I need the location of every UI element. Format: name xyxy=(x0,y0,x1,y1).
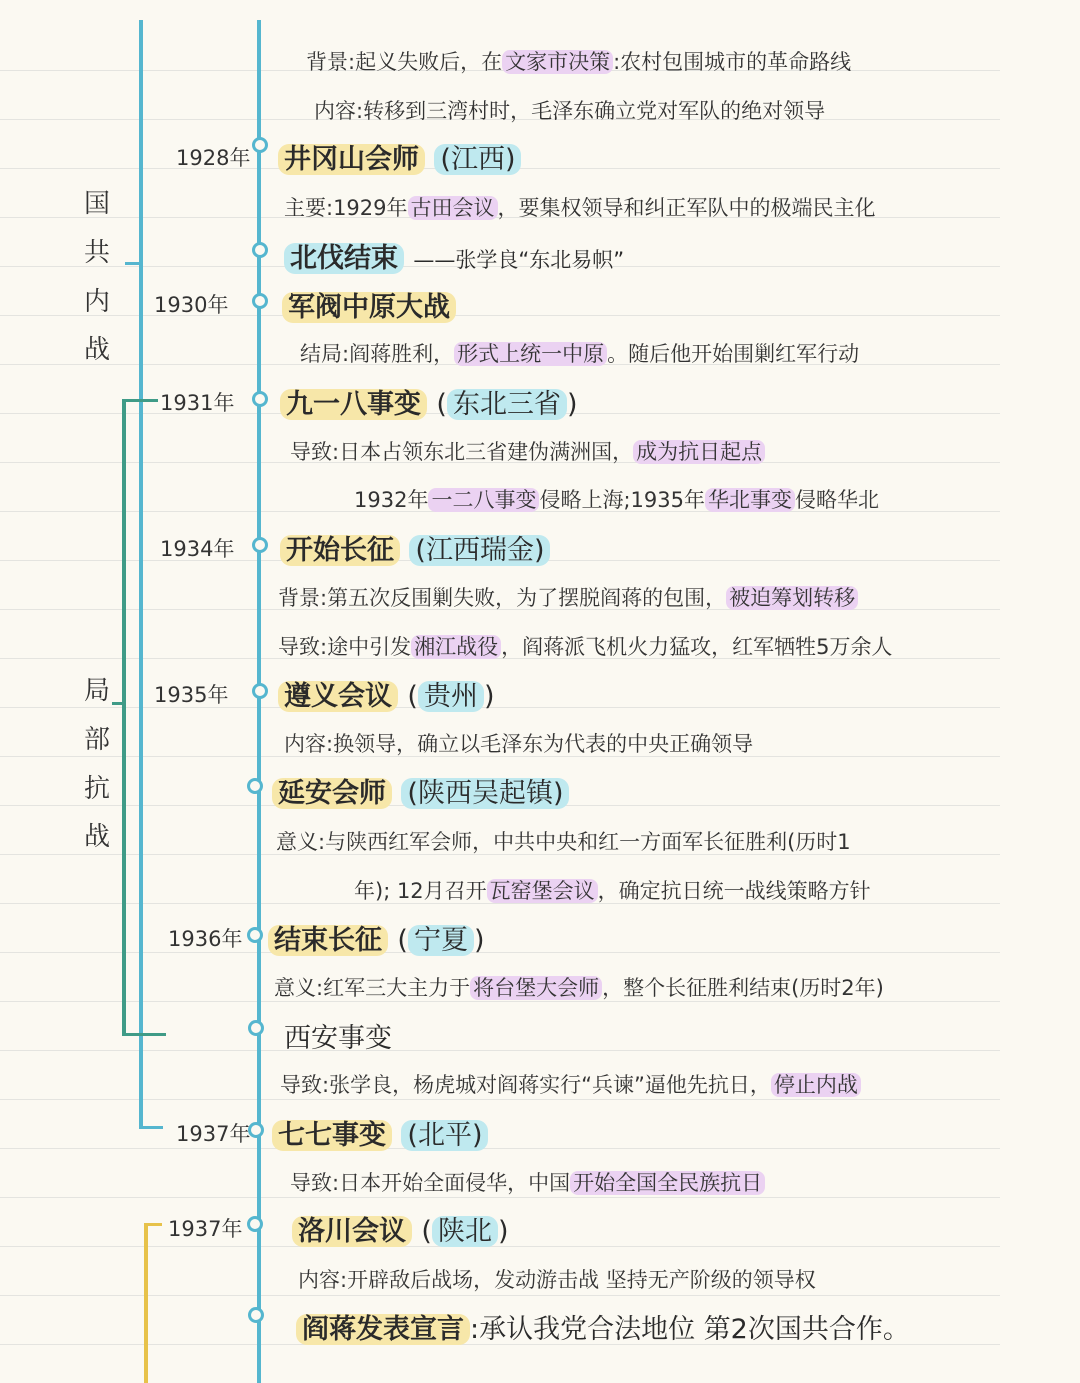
dot-xuanyan xyxy=(248,1307,264,1323)
note-highlight: 一二八事变 xyxy=(428,488,539,512)
note-text: 。随后他开始围剿红军行动 xyxy=(607,342,860,366)
era-char: 战 xyxy=(83,335,110,365)
event-paren: ( xyxy=(436,389,447,420)
note-text: 导致:途中引发 xyxy=(278,635,412,659)
event-qiqi xyxy=(272,1113,488,1152)
note-content-1935 xyxy=(284,728,753,758)
note-cause-1937 xyxy=(290,1167,765,1197)
event-paren: ( xyxy=(407,681,418,712)
note-text: 背景:第五次反围剿失败，为了摆脱阎蒋的包围， xyxy=(278,586,727,610)
year-label: 1931年 xyxy=(160,391,235,415)
dot-luochuan xyxy=(247,1216,263,1232)
event-yanan xyxy=(272,771,569,810)
era-char: 内 xyxy=(83,287,110,317)
dot-changzheng xyxy=(252,537,268,553)
note-text: 主要:1929年 xyxy=(284,196,408,220)
note-text: 侵略上海;1935年 xyxy=(539,488,705,512)
note-content-luochuan xyxy=(298,1264,816,1294)
note-highlight: 开始全国全民族抗日 xyxy=(570,1171,765,1195)
total-war-bracket-top xyxy=(144,1223,162,1226)
main-timeline-line xyxy=(257,20,261,1383)
note-cause-1931 xyxy=(290,436,765,466)
year-label: 1928年 xyxy=(176,146,251,170)
event-place: 贵州 xyxy=(418,681,484,712)
note-highlight: 停止内战 xyxy=(771,1073,861,1097)
note-highlight: 成为抗日起点 xyxy=(633,440,765,464)
event-xian xyxy=(284,1016,392,1055)
dot-xian xyxy=(248,1020,264,1036)
note-bg-1934 xyxy=(278,582,858,612)
year-label: 1930年 xyxy=(154,293,229,317)
era-char: 部 xyxy=(83,725,110,755)
event-xuanyan xyxy=(296,1307,910,1346)
note-text: 1932年 xyxy=(354,488,429,512)
resistance-bracket-top xyxy=(122,399,158,402)
note-text: 意义:与陕西红军会师，中共中央和红一方面军长征胜利(历时1 xyxy=(276,830,851,854)
year-label: 1934年 xyxy=(160,537,235,561)
event-beifa xyxy=(284,236,624,275)
event-place: 宁夏 xyxy=(408,925,474,956)
note-highlight: 形式上统一中原 xyxy=(454,342,607,366)
total-war-bracket-line xyxy=(144,1223,148,1383)
era-char: 国 xyxy=(83,189,110,219)
note-meaning-1935a xyxy=(276,826,851,856)
dot-yanan xyxy=(247,778,263,794)
note-text: 内容:开辟敌后战场，发动游击战 坚持无产阶级的领导权 xyxy=(298,1268,816,1292)
event-title: 开始长征 xyxy=(280,535,400,566)
note-text: 意义:红军三大主力于 xyxy=(274,976,471,1000)
note-text: ，阎蒋派飞机火力猛攻，红军牺牲5万余人 xyxy=(501,635,893,659)
note-highlight: 华北事变 xyxy=(705,488,795,512)
note-highlight: 湘江战役 xyxy=(411,635,501,659)
event-title: 阎蒋发表宣言 xyxy=(296,1314,470,1345)
dot-zhongyuan xyxy=(252,293,268,309)
year-label: 1936年 xyxy=(168,927,243,951)
event-jiuyiba xyxy=(280,382,578,421)
event-desc: ——张学良“东北易帜” xyxy=(413,248,625,272)
year-label: 1935年 xyxy=(154,683,229,707)
note-text: 内容:换领导，确立以毛泽东为代表的中央正确领导 xyxy=(284,732,754,756)
civil-war-bracket-line xyxy=(139,20,143,1128)
note-text: 侵略华北 xyxy=(794,488,879,512)
note-cause-xian xyxy=(280,1069,861,1099)
note-text: 导致:日本占领东北三省建伪满洲国， xyxy=(290,440,634,464)
event-place: (北平) xyxy=(401,1120,488,1151)
dot-jinggangshan xyxy=(252,137,268,153)
event-paren: ) xyxy=(473,925,485,956)
event-zunyi xyxy=(278,674,495,713)
note-cause-1934 xyxy=(278,631,892,661)
event-title: 西安事变 xyxy=(284,1023,392,1054)
event-place: 陕北 xyxy=(432,1216,498,1247)
dot-beifa xyxy=(252,242,268,258)
event-paren: ( xyxy=(421,1216,432,1247)
event-title: 北伐结束 xyxy=(284,243,404,274)
event-zhongyuan xyxy=(282,285,456,324)
note-meaning-1935b xyxy=(354,875,871,905)
event-title: 七七事变 xyxy=(272,1120,392,1151)
note-events-1932 xyxy=(354,484,879,514)
note-text: 年); 12月召开 xyxy=(354,879,487,903)
event-place: (江西瑞金) xyxy=(409,535,550,566)
note-text: ，整个长征胜利结束(历时2年) xyxy=(602,976,884,1000)
note-meaning-1936 xyxy=(274,972,884,1002)
event-paren: ) xyxy=(566,389,578,420)
era-char: 战 xyxy=(83,822,110,852)
note-main-1929 xyxy=(284,192,876,222)
event-paren: ) xyxy=(483,681,495,712)
event-place: 东北三省 xyxy=(447,389,567,420)
era-char: 抗 xyxy=(83,774,110,804)
note-result-1930 xyxy=(300,338,859,368)
event-luochuan xyxy=(292,1209,509,1248)
dot-endmarch xyxy=(247,927,263,943)
note-bg-1927 xyxy=(306,46,851,76)
event-title: 遵义会议 xyxy=(278,681,398,712)
note-text: 内容:转移到三湾村时，毛泽东确立党对军队的绝对领导 xyxy=(314,99,826,123)
event-title: 九一八事变 xyxy=(280,389,427,420)
resistance-bracket-line xyxy=(122,399,126,1036)
event-title: 延安会师 xyxy=(272,778,392,809)
note-highlight: 古田会议 xyxy=(408,196,498,220)
event-title: 结束长征 xyxy=(268,925,388,956)
event-title: 军阀中原大战 xyxy=(282,292,456,323)
note-highlight: 瓦窑堡会议 xyxy=(487,879,598,903)
dot-zunyi xyxy=(252,683,268,699)
note-text: 背景:起义失败后，在 xyxy=(306,50,503,74)
note-content-1927 xyxy=(314,95,825,125)
event-paren: ) xyxy=(497,1216,509,1247)
note-text: 结局:阎蒋胜利， xyxy=(300,342,455,366)
event-place: (江西) xyxy=(434,144,521,175)
note-highlight: 将台堡大会师 xyxy=(470,976,602,1000)
resistance-bracket-bottom xyxy=(122,1033,166,1036)
event-title: 井冈山会师 xyxy=(278,144,425,175)
note-text: :农村包围城市的革命路线 xyxy=(613,50,852,74)
event-jinggangshan xyxy=(278,137,521,176)
civil-war-bracket-tick xyxy=(125,262,141,265)
note-highlight: 被迫筹划转移 xyxy=(726,586,858,610)
era-char: 共 xyxy=(83,238,110,268)
event-title: 洛川会议 xyxy=(292,1216,412,1247)
note-text: ，要集权领导和纠正军队中的极端民主化 xyxy=(497,196,876,220)
event-paren: ( xyxy=(397,925,408,956)
event-endmarch xyxy=(268,918,485,957)
note-highlight: 文家市决策 xyxy=(502,50,613,74)
year-label: 1937年 xyxy=(168,1217,243,1241)
era-char: 局 xyxy=(83,676,110,706)
event-desc: :承认我党合法地位 第2次国共合作。 xyxy=(470,1314,910,1345)
dot-jiuyiba xyxy=(252,391,268,407)
note-text: 导致:日本开始全面侵华，中国 xyxy=(290,1171,571,1195)
note-text: 导致:张学良，杨虎城对阎蒋实行“兵谏”逼他先抗日， xyxy=(280,1073,771,1097)
note-text: ，确定抗日统一战线策略方针 xyxy=(597,879,871,903)
event-place: (陕西吴起镇) xyxy=(401,778,569,809)
civil-war-bracket-end xyxy=(139,1126,163,1129)
year-label: 1937年 xyxy=(176,1122,251,1146)
event-changzheng xyxy=(280,528,550,567)
